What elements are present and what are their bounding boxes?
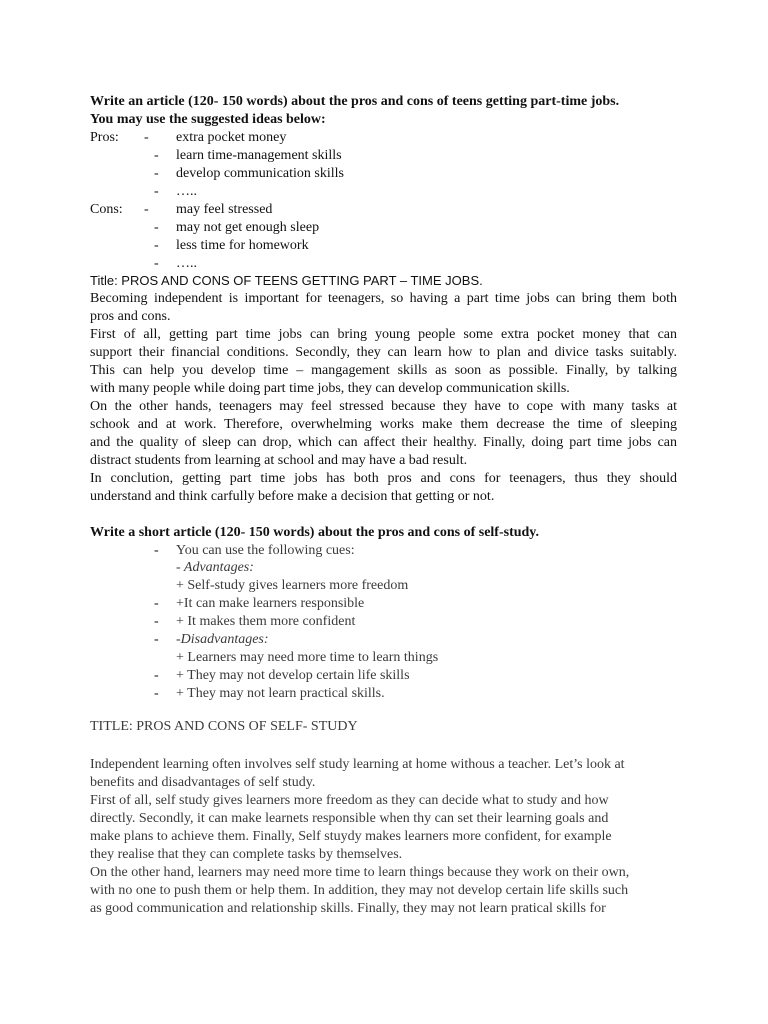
task2-heading: Write a short article (120- 150 words) about the pros and cons of self-study.	[90, 525, 540, 540]
cues-intro: You can use the following cues:	[176, 543, 355, 558]
dis2-dash: -	[154, 668, 159, 683]
essay2-p3-line3: as good communication and relationship skills. Finally, they may not learn pratical skills for	[90, 901, 606, 916]
essay1-p2-line2: support their financial conditions. Secondly, they can learn how to plan and divice tasks suitably.	[90, 345, 677, 360]
essay2-p2-line3: make plans to achieve them. Finally, Self stuydy makes learners more confident, for example	[90, 829, 612, 844]
task1-heading-line2: You may use the suggested ideas below:	[90, 112, 326, 127]
essay1-p3-line2: schook and at work. Therefore, overwhelming works make them decrease the time of sleeping	[90, 417, 677, 432]
pros-item-3: develop communication skills	[176, 166, 344, 181]
pros-dash-2: -	[154, 148, 159, 163]
cons-dash-4: -	[154, 256, 159, 271]
essay1-p4-line1: In conclution, getting part time jobs has both pros and cons for teenagers, thus they should	[90, 471, 677, 486]
disadvantage-3: + They may not learn practical skills.	[176, 686, 385, 701]
advantages-label: - Advantages:	[176, 560, 254, 575]
essay1-p1-line2: pros and cons.	[90, 309, 171, 324]
adv3-dash: -	[154, 614, 159, 629]
essay2-p2-line4: they realise that they can complete tasks by themselves.	[90, 847, 403, 862]
essay2-p1-line2: benefits and disadvantages of self study.	[90, 775, 316, 790]
essay2-p2-line1: First of all, self study gives learners more freedom as they can decide what to study and how	[90, 793, 609, 808]
task1-heading-line1: Write an article (120- 150 words) about the pros and cons of teens getting part-time jobs.	[90, 94, 620, 109]
essay2-p2-line2: directly. Secondly, it can make learnets responsible when thy can set their learning goals and	[90, 811, 609, 826]
essay2-title: TITLE: PROS AND CONS OF SELF- STUDY	[90, 719, 358, 734]
pros-label: Pros:	[90, 130, 119, 145]
essay1-title: Title: PROS AND CONS OF TEENS GETTING PART – TIME JOBS.	[90, 273, 483, 288]
pros-dash-3: -	[154, 166, 159, 181]
adv2-dash: -	[154, 596, 159, 611]
essay2-p3-line2: with no one to push them or help them. In addition, they may not develop certain life skills such	[90, 883, 629, 898]
disadvantages-label: -Disadvantages:	[176, 632, 269, 647]
advantage-1: + Self-study gives learners more freedom	[176, 578, 409, 593]
cons-label: Cons:	[90, 202, 123, 217]
disadv-dash: -	[154, 632, 159, 647]
cons-item-1: may feel stressed	[176, 202, 273, 217]
essay1-p3-line1: On the other hands, teenagers may feel stressed because they have to cope with many tasks at	[90, 399, 677, 414]
disadvantage-2: + They may not develop certain life skills	[176, 668, 410, 683]
essay1-p3-line3: and the quality of sleep can drop, which can affect their healthy. Finally, doing part time jobs can	[90, 435, 677, 450]
pros-item-1: extra pocket money	[176, 130, 287, 145]
cues-dash: -	[154, 543, 159, 558]
cons-dash-2: -	[154, 220, 159, 235]
cons-item-4: …..	[176, 256, 197, 271]
essay1-p3-line4: distract students from learning at school and may have a bad result.	[90, 453, 468, 468]
essay2-p3-line1: On the other hand, learners may need more time to learn things because they work on their own,	[90, 865, 630, 880]
cons-item-3: less time for homework	[176, 238, 309, 253]
dis3-dash: -	[154, 686, 159, 701]
essay1-p4-line2: understand and think carfully before make a decision that getting or not.	[90, 489, 495, 504]
cons-dash-1: -	[144, 202, 149, 217]
advantage-2: +It can make learners responsible	[176, 596, 365, 611]
essay1-p2-line4: with many people while doing part time jobs, they can develop communication skills.	[90, 381, 570, 396]
essay1-p2-line1: First of all, getting part time jobs can bring young people some extra pocket money that can	[90, 327, 677, 342]
essay1-p2-line3: This can help you develop time – mangagement skills as soon as possible. Finally, by talking	[90, 363, 677, 378]
disadvantage-1: + Learners may need more time to learn things	[176, 650, 439, 665]
essay2-p1-line1: Independent learning often involves self study learning at home withous a teacher. Let’s look at	[90, 757, 625, 772]
essay1-p1-line1: Becoming independent is important for teenagers, so having a part time jobs can bring them both	[90, 291, 677, 306]
pros-dash-1: -	[144, 130, 149, 145]
pros-item-2: learn time-management skills	[176, 148, 342, 163]
cons-dash-3: -	[154, 238, 159, 253]
cons-item-2: may not get enough sleep	[176, 220, 320, 235]
advantage-3: + It makes them more confident	[176, 614, 356, 629]
pros-dash-4: -	[154, 184, 159, 199]
pros-item-4: …..	[176, 184, 197, 199]
